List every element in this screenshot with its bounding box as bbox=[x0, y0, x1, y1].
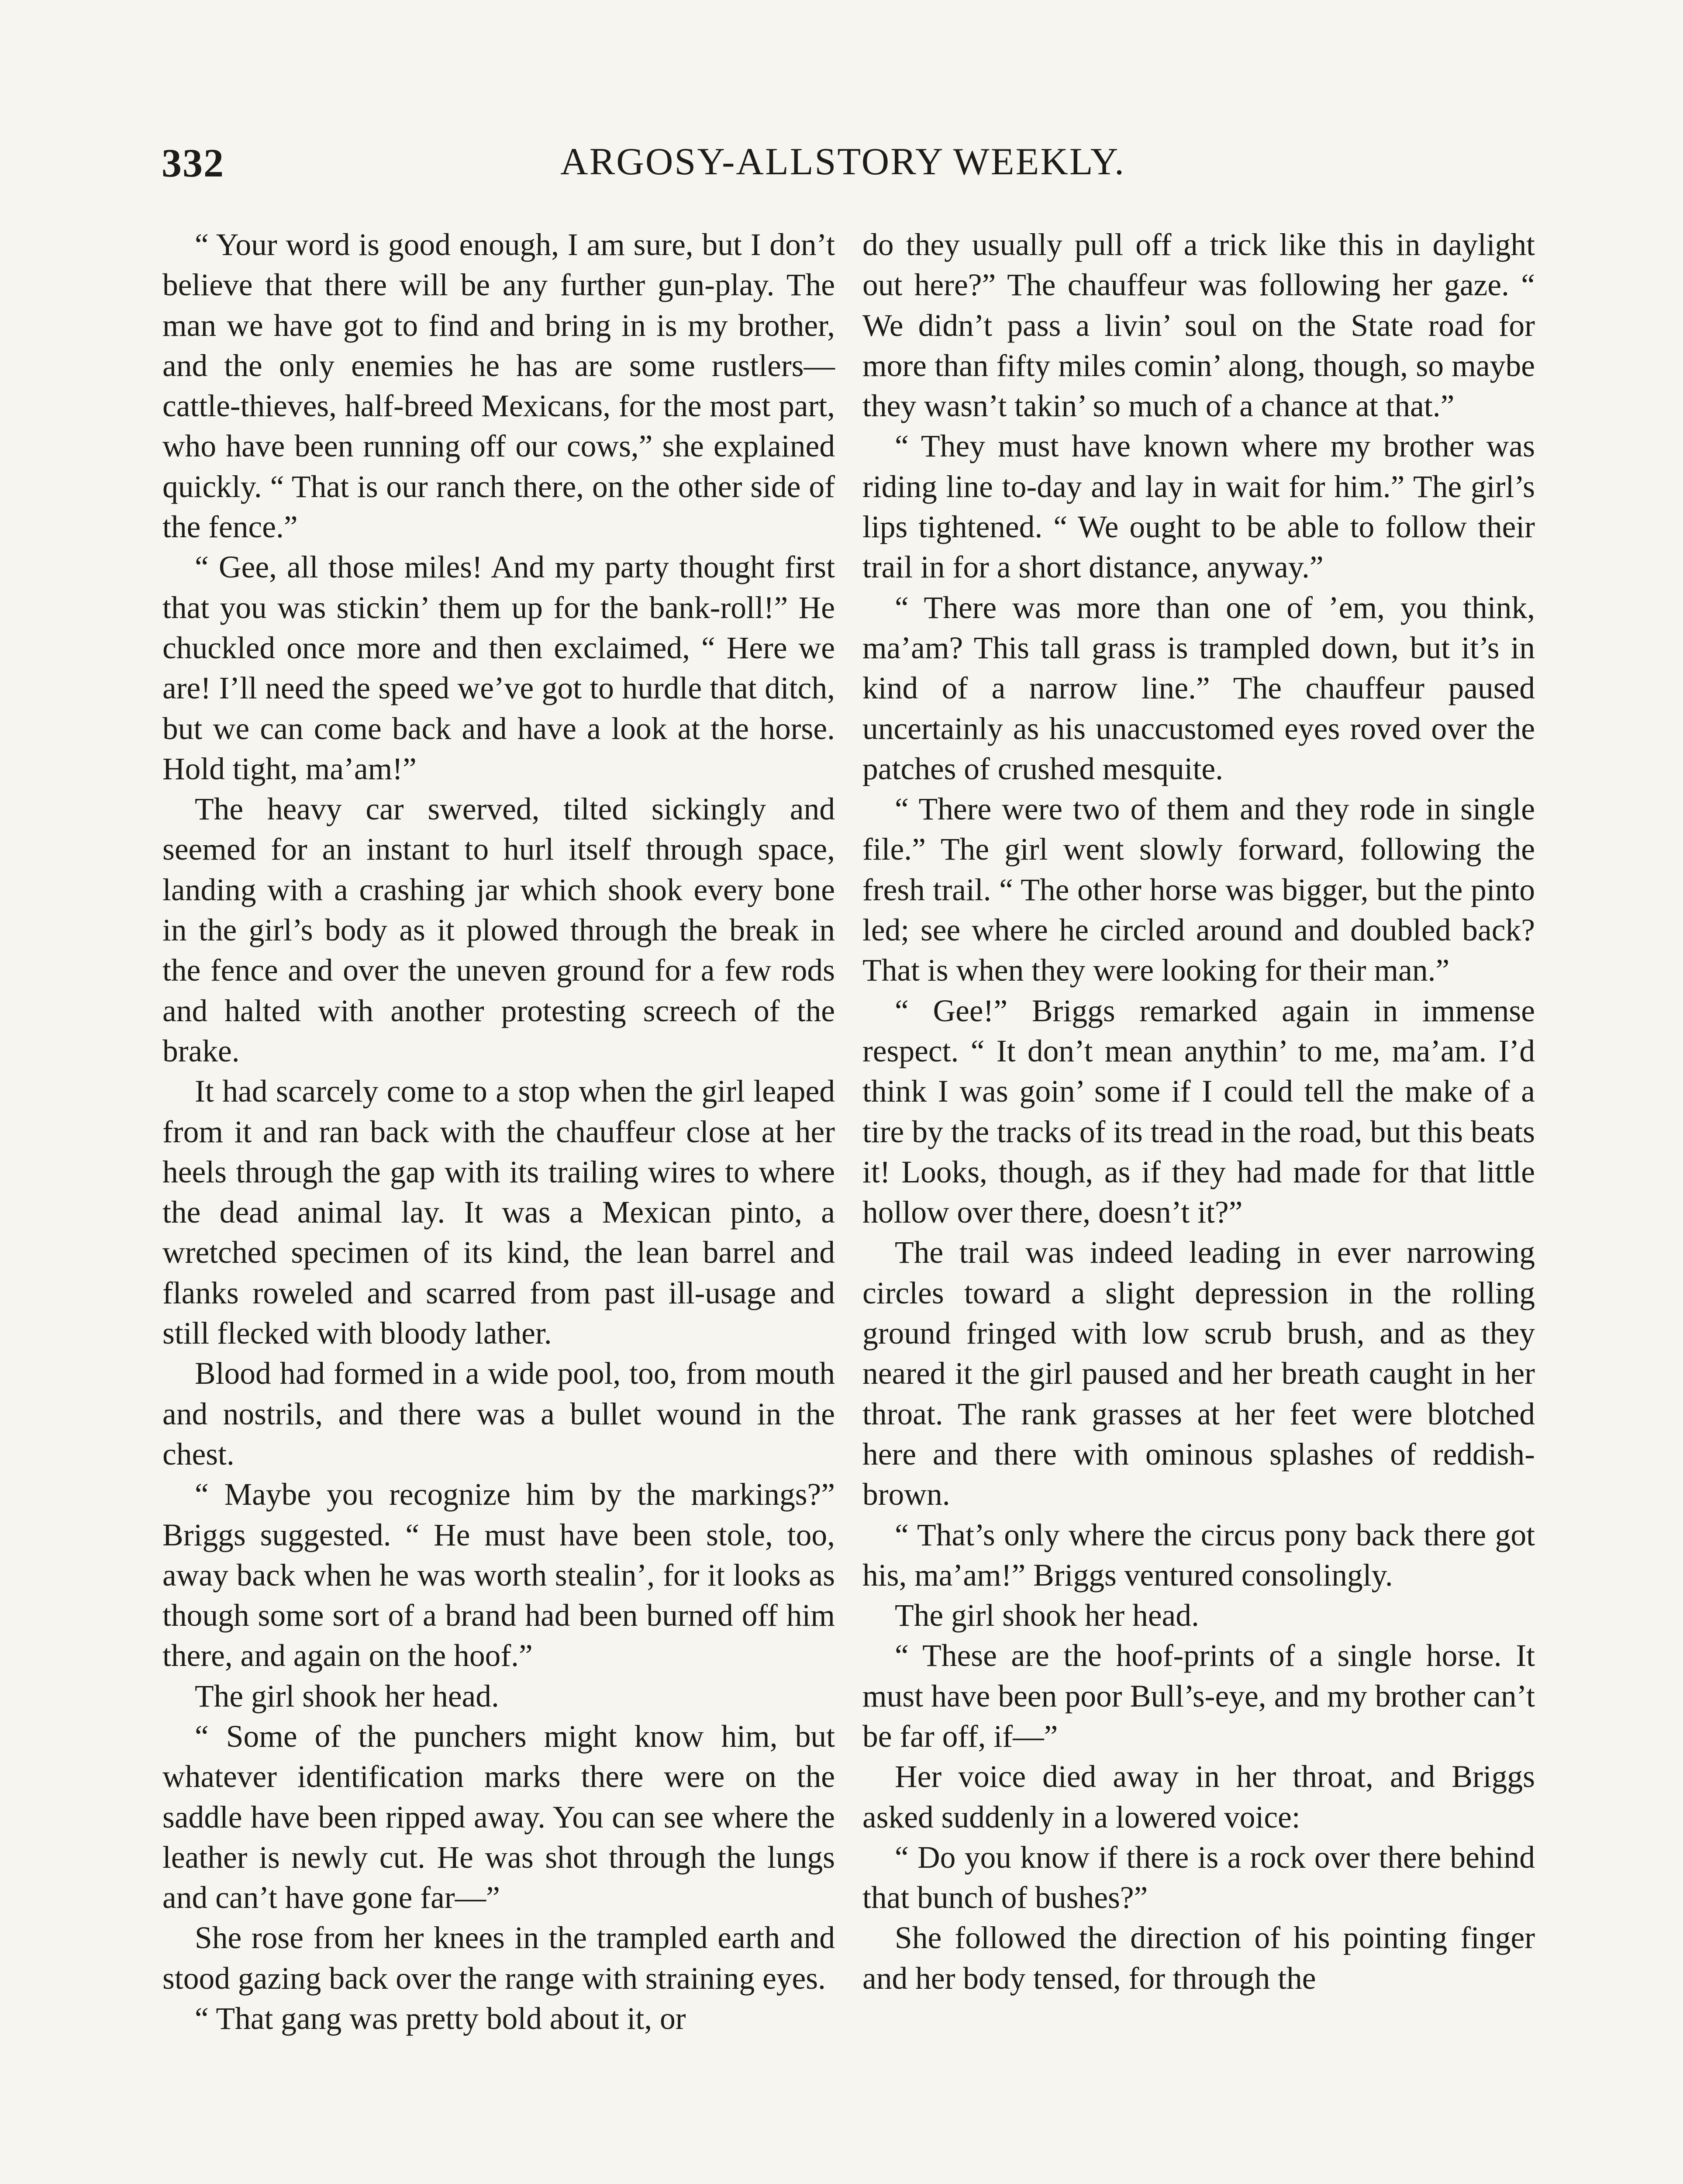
paragraph: “ Maybe you recognize him by the markings?” Briggs suggested. “ He must have been stole, too, away back when he was worth stealin’, for it looks as though some sort of a brand had been burned off him there, and again on the hoof.” bbox=[162, 1477, 835, 1673]
paragraph: She rose from her knees in the trampled earth and stood gazing back over the range with straining eyes. bbox=[162, 1921, 835, 1996]
paragraph: “ Some of the punchers might know him, but whatever identification marks there were on the saddle have been ripped away. You can see where the leather is newly cut. He was shot through the lungs and can’t have gone far—” bbox=[162, 1719, 835, 1915]
paragraph: Her voice died away in her throat, and Briggs asked suddenly in a lowered voice: bbox=[862, 1759, 1535, 1835]
paragraph: “ Gee!” Briggs remarked again in immense respect. “ It don’t mean anythin’ to me, ma’am. I’d think I was goin’ some if I could tell the make of a tire by the tracks of its tread in the road, but this beats it! Looks, though, as if they had made for that little hollow over there, doesn’t it?” bbox=[862, 993, 1535, 1230]
paragraph: “ Gee, all those miles! And my party thought first that you was stickin’ them up for the bank-roll!” He chuckled once more and then exclaimed, “ Here we are! I’ll need the speed we’ve got to hurdle that ditch, but we can come back and have a look at the horse. Hold tight, ma’am!” bbox=[162, 550, 835, 786]
right-column bbox=[862, 225, 1535, 1999]
paragraph: “ These are the hoof-prints of a single horse. It must have been poor Bull’s-eye, and my brother can’t be far off, if—” bbox=[862, 1638, 1535, 1754]
paragraph: The heavy car swerved, tilted sickingly and seemed for an instant to hurl itself through space, landing with a crashing jar which shook every bone in the girl’s body as it plowed through the break in the fence and over the uneven ground for a few rods and halted with another protesting screech of the brake. bbox=[162, 792, 835, 1068]
page-header bbox=[162, 140, 1524, 192]
paragraph: “ Your word is good enough, I am sure, but I don’t believe that there will be any further gun-play. The man we have got to find and bring in is my brother, and the only enemies he has are some rustlers—cattle-thieves, half-breed Mexicans, for the most part, who have been running off our cows,” she explained quickly. “ That is our ranch there, on the other side of the fence.” bbox=[162, 228, 835, 545]
paragraph: “ That’s only where the circus pony back there got his, ma’am!” Briggs ventured consolingly. bbox=[862, 1517, 1535, 1593]
page-number: 332 bbox=[162, 141, 224, 185]
paragraph: “ They must have known where my brother was riding line to-day and lay in wait for him.” The girl’s lips tightened. “ We ought to be able to follow their trail in for a short distance, anyway.” bbox=[862, 429, 1535, 585]
paragraph: do they usually pull off a trick like this in daylight out here?” The chauffeur was following her gaze. “ We didn’t pass a livin’ soul on the State road for more than fifty miles comin’ along, though, so maybe they wasn’t takin’ so much of a chance at that.” bbox=[862, 228, 1535, 424]
left-column bbox=[162, 225, 835, 2039]
paragraph: “ There were two of them and they rode in single file.” The girl went slowly forward, following the fresh trail. “ The other horse was bigger, but the pinto led; see where he circled around and doubled back? That is when they were looking for their man.” bbox=[862, 792, 1535, 988]
paragraph: The girl shook her head. bbox=[895, 1598, 1199, 1633]
paragraph: She followed the direction of his pointing finger and her body tensed, for through the bbox=[862, 1921, 1535, 1996]
paragraph: It had scarcely come to a stop when the girl leaped from it and ran back with the chauffeur close at her heels through the gap with its trailing wires to where the dead animal lay. It was a Mexican pinto, a wretched specimen of its kind, the lean barrel and flanks roweled and scarred from past ill-usage and still flecked with bloody lather. bbox=[162, 1074, 835, 1351]
paragraph: The trail was indeed leading in ever narrowing circles toward a slight depression in the rolling ground fringed with low scrub brush, and as they neared it the girl paused and her breath caught in her throat. The rank grasses at her feet were blotched here and there with ominous splashes of reddish-brown. bbox=[862, 1235, 1535, 1512]
paragraph: “ That gang was pretty bold about it, or bbox=[195, 2001, 686, 2036]
running-title: ARGOSY-ALLSTORY WEEKLY. bbox=[560, 141, 1125, 183]
paragraph: The girl shook her head. bbox=[195, 1679, 499, 1714]
paragraph: “ Do you know if there is a rock over there behind that bunch of bushes?” bbox=[862, 1840, 1535, 1915]
paragraph: “ There was more than one of ’em, you think, ma’am? This tall grass is trampled down, but it’s in kind of a narrow line.” The chauffeur paused uncertainly as his unaccustomed eyes roved over the patches of crushed mesquite. bbox=[862, 590, 1535, 786]
paragraph: Blood had formed in a wide pool, too, from mouth and nostrils, and there was a bullet wound in the chest. bbox=[162, 1356, 835, 1472]
